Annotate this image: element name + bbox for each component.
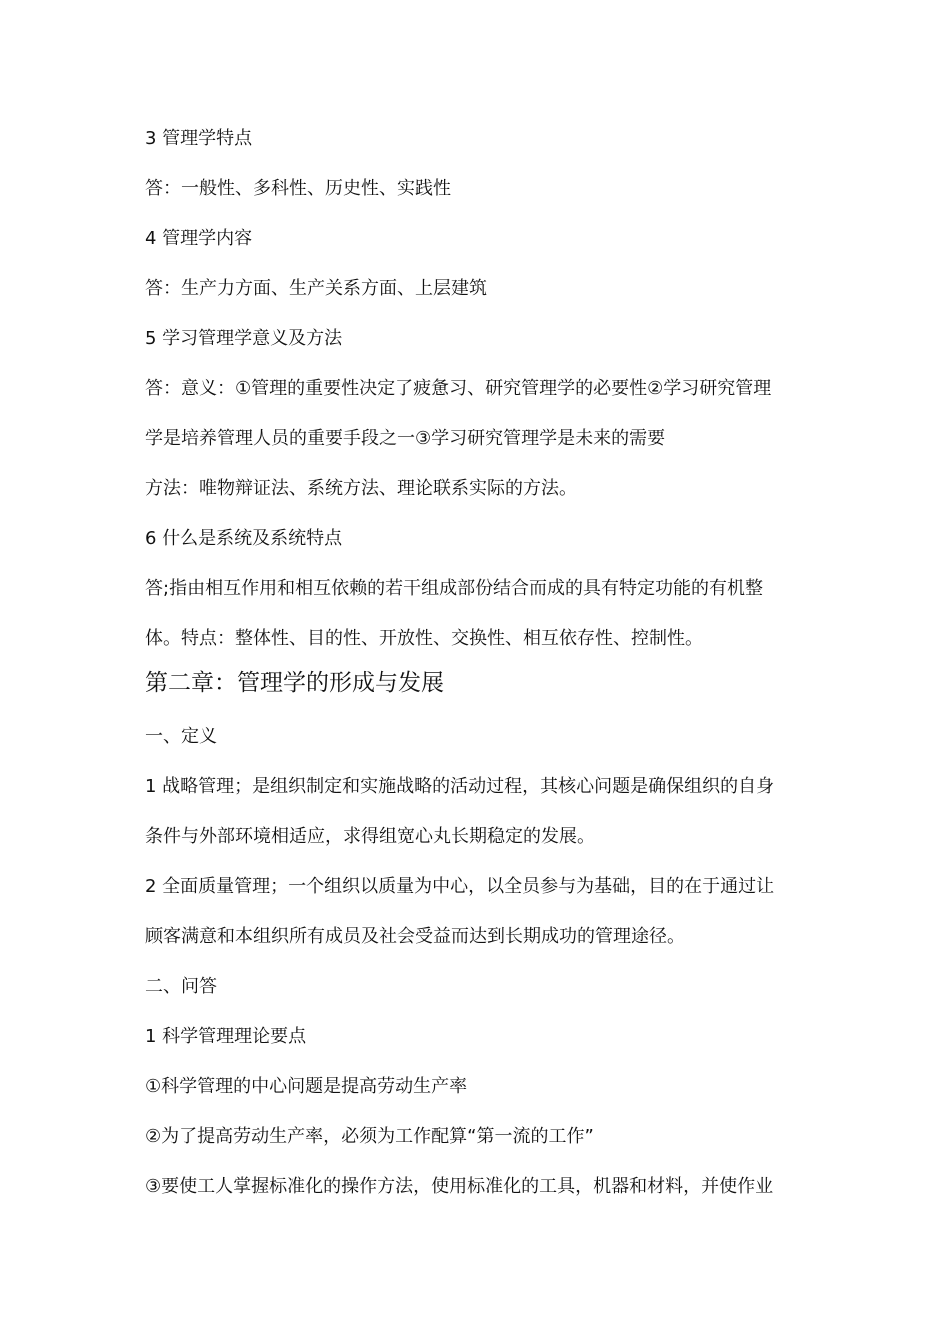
answer-6-line-2: 体。特点：整体性、目的性、开放性、交换性、相互依存性、控制性。 (145, 628, 703, 649)
answer-5-method: 方法：唯物辩证法、系统方法、理论联系实际的方法。 (145, 478, 577, 499)
answer-4: 答：生产力方面、生产关系方面、上层建筑 (145, 278, 487, 299)
answer-5-line-1: 答：意义：①管理的重要性决定了疲惫习、研究管理学的必要性②学习研究管理 (145, 378, 772, 399)
question-heading-4: 4 管理学内容 (145, 228, 253, 249)
definition-2-line-2: 顾客满意和本组织所有成员及社会受益而达到长期成功的管理途径。 (145, 926, 685, 947)
definition-1-line-1: 1 战略管理；是组织制定和实施战略的活动过程，其核心问题是确保组织的自身 (145, 776, 775, 797)
section-heading-qa: 二、问答 (145, 976, 217, 997)
qa-point-3: ③要使工人掌握标准化的操作方法，使用标准化的工具，机器和材料，并使作业 (145, 1176, 774, 1197)
answer-6-line-1: 答;指由相互作用和相互依赖的若干组成部份结合而成的具有特定功能的有机整 (145, 578, 764, 599)
qa-point-2: ②为了提高劳动生产率，必须为工作配算“第一流的工作” (145, 1126, 594, 1147)
qa-point-1: ①科学管理的中心问题是提高劳动生产率 (145, 1076, 468, 1097)
answer-3: 答：一般性、多科性、历史性、实践性 (145, 178, 451, 199)
definition-2-line-1: 2 全面质量管理；一个组织以质量为中心，以全员参与为基础，目的在于通过让 (145, 876, 775, 897)
section-heading-definitions: 一、定义 (145, 726, 217, 747)
question-heading-5: 5 学习管理学意义及方法 (145, 328, 343, 349)
definition-1-line-2: 条件与外部环境相适应，求得组宽心丸长期稳定的发展。 (145, 826, 595, 847)
question-heading-3: 3 管理学特点 (145, 128, 253, 149)
question-heading-6: 6 什么是系统及系统特点 (145, 528, 343, 549)
qa-heading-1: 1 科学管理理论要点 (145, 1026, 307, 1047)
answer-5-line-2: 学是培养管理人员的重要手段之一③学习研究管理学是未来的需要 (145, 428, 666, 449)
chapter-title: 第二章：管理学的形成与发展 (145, 670, 444, 696)
